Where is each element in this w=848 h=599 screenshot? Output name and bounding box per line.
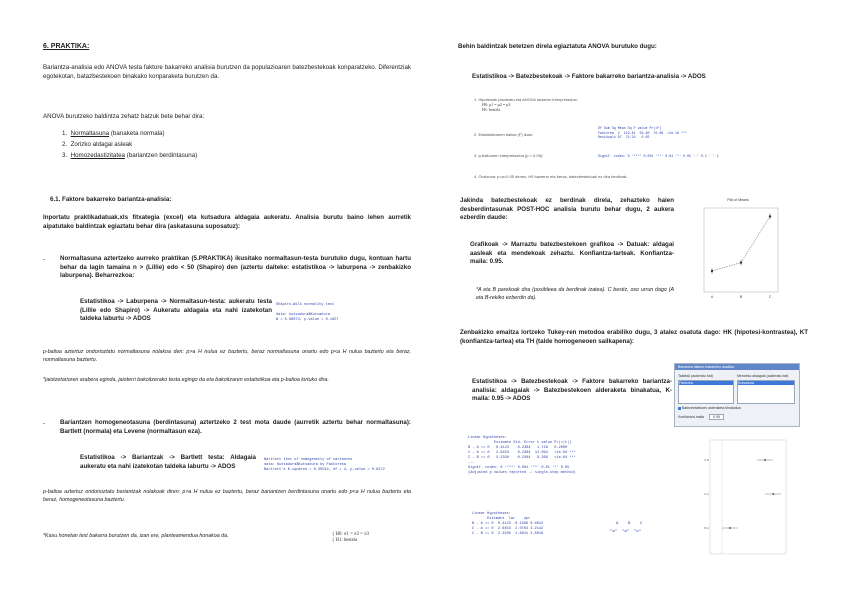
response-list[interactable]: [737, 380, 795, 404]
subsection-heading: 6.1. Faktore bakarreko bariantza-analisia:: [50, 196, 172, 203]
normality-paragraph: Normaltasuna aztertzeko aurreko praktikan (5.PRAKTIKA) ikusitako normaltasun-testa burutuko dugu, kontuan hartu behar da lagin tamaina n > (Lillie) edo < 50 (Shapiro) den (aztertu daiteke: estatistikoa -> laburpena -> zenbakizko laburpena). Beharrezkoa:: [60, 255, 411, 280]
homogeneity-path: Estatistikoa -> Bariantzak -> Bartlett testa: Aldagaia aukeratu eta nahi izatekotan taldeka laburtu -> ADOS: [80, 454, 256, 470]
graph-note: *A eta B parekoak dira (posibleea da berdinak izatea). C bestiz, oso urrun dago (A eta B-rekiko ezberdin da).: [476, 287, 674, 301]
step-3-console: Signif. codes: 0 '***' 0.001 '**' 0.01 '*' 0.05 '.' 0.1 ' ' 1: [598, 154, 719, 158]
condition-rest: (bariantzen berdintasuna): [124, 152, 198, 159]
step-1-hypothesis: H0: µ1 = µ2 = µ3 H1: bestela: [482, 102, 511, 112]
tukey-paragraph: Zenbakizko emaitza lortzeko Tukey-ren metodoa erabiliko dugu, 3 atalez osatuta dago: HK (hipotesi-kontrastea), KT (konfiantza-tartea) eta TH (talde homogeneoen sailkapena):: [460, 329, 808, 345]
confidence-label: Konfiantza-maila: [678, 415, 705, 419]
homogeneity-note: p-balioa aztertuz ondorioztatu bariantzak nolakoak diren: p>a H nulua ez baztertu, beraz bariantzen berdintasuna onartu edo p<a H nulua baztertu eta beraz, homogeneotasuna baztertu.: [43, 489, 411, 503]
condition-number: 1.: [62, 130, 68, 137]
condition-main: Normaltasuna: [70, 130, 110, 137]
tukey-console: Linear Hypotheses: Estimate Std. Error t value Pr(>|t|) B - A == 0 0.4123 0.2384 1.729 0.2000 C - A == 0 2.6453 0.2384 11.094 <1e-04 *** C - B == 0 2.2330 0.2384 9.366 <1e-04 *** --- Signif. codes: 0 '***' 0.001 '**' 0.01 '*' 0.05 (Adjusted p values reported -- single-step method): [468, 436, 576, 475]
x-tick-label: A: [710, 295, 714, 299]
y-tick-label: B-A: [704, 526, 709, 530]
chart-title: Plot of Means: [727, 198, 749, 202]
checkbox-checked[interactable]: [678, 407, 681, 410]
dialog-titlebar: Bariantza faktore bakarreko analisia: [675, 364, 799, 370]
normality-path: Estatistikoa -> Laburpena -> Normaltasun-testa: aukeratu testa (Lillie edo Shapiro) -> Aukeratu aldagaia eta nahi izatekotan taldeka laburtu -> ADOS: [80, 298, 272, 323]
pairwise-option[interactable]: [678, 406, 741, 410]
import-paragraph: Inportatu praktikadatuak.xls fitxategia (excel) eta kutsadura aldagaia aukeratu. Analisia burutu baino lehen aurretik aipatutako baldintzak egiaztatu behar dira (askatasuna suposatuz):: [43, 214, 411, 230]
step-3: 3. p-balioaren interpretazioa (p < 0.05):: [474, 153, 544, 158]
condition-3: [62, 150, 197, 161]
condition-2: [62, 139, 197, 150]
groups-header: A B C: [616, 522, 643, 526]
step-4: 4. Ondorioa: p<a=0.05 denez, H0 baztertu eta beraz, batezbestekoak ez dira berdinak.: [474, 174, 628, 179]
confidence-input[interactable]: 0.95: [709, 414, 724, 420]
step-2: 2. Estatistikoaren balioa (F) ikusi:: [474, 132, 533, 137]
tukey-interval-plot: [702, 436, 790, 562]
response-list-item[interactable]: Kutsadura: [738, 381, 794, 385]
y-tick-label: C-B: [704, 458, 709, 462]
step-2-console: Df Sum Sq Mean Sq F value Pr(>F) Faktorea 2 119.61 59.80 70.08 <2e-16 *** Residuals 87 74.24 0.85: [598, 126, 688, 140]
section-heading: 6. PRAKTIKA:: [43, 43, 90, 50]
response-label: Mendeko aldagaia (aukeratu bat): [737, 374, 789, 378]
plot-frame: [710, 440, 786, 554]
groups-list-item[interactable]: Faktorea: [679, 381, 733, 385]
tukey-intervals-console: Linear Hypotheses: Estimate lwr upr B - A == 0 0.4123 -0.1566 0.9812 C - A == 0 2.6453 2.0764 3.2142 C - B == 0 2.2330 1.6641 2.8019: [472, 512, 544, 536]
groups-list[interactable]: [678, 380, 734, 404]
plot-area: [704, 440, 786, 554]
condition-main: Homozedastizitatea: [70, 152, 125, 159]
homogeneity-paragraph: Bariantzen homogeneotasuna (berdintasuna) aztertzeko 2 test mota daude (aurretik aztertu behar normaltasuna): Bartlett (normala) eta Levene (normaltasun eza).: [60, 419, 411, 435]
posthoc-paragraph: Jakinda batezbestekoak ez berdinak direla, zehazteko haien desberdintasunak POST-HOC analisia burutu behar dugu, 2 aukera ezberdin daude:: [460, 197, 674, 222]
x-tick-label: C: [768, 295, 772, 299]
confidence-row: [678, 414, 724, 420]
final-note: *Kasu honetan test bakarra burutzen da, izan ere, planteamendua honakoa da.: [43, 533, 229, 539]
estimate-point: [764, 459, 766, 461]
homogeneity-console: Bartlett test of homogeneity of variances data: Kutsadura$Kutsadura by Faktoreka Bartlett's K-squared = 0.35542, df = 2, p-value = 0.8372: [264, 458, 385, 472]
graph-path: Grafikoak -> Marraztu batezbestekoen grafikoa -> Datuak: aldagai aasleak eta mendekoak zehaztu. Konfiantza-tarteak. Konfiantza-maila: 0.95.: [470, 241, 674, 266]
anova-path: Estatistikoa -> Batezbestekoak -> Faktore bakarreko bariantza-analisia -> ADOS: [472, 73, 706, 80]
condition-1: [62, 128, 197, 139]
tukey-path: Estatistikoa -> Batezbestekoak -> Faktore bakarreko bariantza-analisia: aldagaiak -> Batezbestekoen alderaketa binakatua, K-maila: 0.95 -> ADOS: [472, 378, 672, 403]
pairwise-label: Batezbestekoen alderaketa binakatua: [681, 406, 741, 410]
hypothesis-formula: { H0: σ1 = σ2 = σ3 { H1: bestela: [332, 532, 370, 543]
intro-paragraph: Bariantza-analisia edo ANOVA testa faktore bakarreko analisia burutzen da populazioaren batezbestekoak konparatzeko. Diferentziak egotekotan, batazbestekoen binakako konparaketa burutzen da.: [43, 64, 411, 80]
x-tick-label: B: [739, 295, 743, 299]
estimate-point: [729, 527, 731, 529]
means-plot: [692, 194, 784, 304]
condition-number: 2.: [62, 141, 68, 148]
anova-intro: Behin baldintzak betetzen direla egiaztatuta ANOVA burutuko dugu:: [458, 43, 657, 50]
normality-console: Shapiro-Wilk normality test data: kutsadura$Kutsadura W = 0.98074, p-value = 0.1957: [276, 303, 339, 322]
plot-area: [704, 208, 778, 299]
groups-label: Taldeak (aukeratu bat): [678, 374, 713, 378]
anova-dialog: [674, 363, 800, 427]
normality-note: p-balioa aztertuz ondorioztatu normaltasuna nolakoa den: p>a H nulua ez baztertu, beraz normaltasuna onartu edo p<a H nulua baztertu eta beraz, normaltasuna baztertu.: [43, 349, 411, 363]
bullet-dot: -: [43, 256, 46, 263]
condition-number: 3.: [62, 152, 68, 159]
conditions-list: [40, 128, 197, 161]
condition-main: Zorizko aldagai asleak: [70, 141, 133, 148]
groups-letters: "a" "a" "b": [610, 530, 642, 534]
condition-rest: (banaketa normala): [109, 130, 165, 137]
bullet-dot: -: [43, 420, 46, 427]
normality-note-2: *jaiotzetarioren arabera eginda, jaioterri bakoitzerako testa egingo da eta bakoitzaren estatistikoa eta p-balioa lortuko dira.: [43, 377, 329, 383]
plot-frame: [704, 208, 778, 292]
conditions-label: ANOVA burutzeko baldintza zehatz batzuk bete behar dira:: [43, 113, 205, 120]
y-tick-label: C-A: [704, 492, 709, 496]
step-1: 1. Hipotesiak planteatu eta ANOVA taularen interpretazioa:: [474, 97, 578, 102]
estimate-point: [772, 493, 774, 495]
